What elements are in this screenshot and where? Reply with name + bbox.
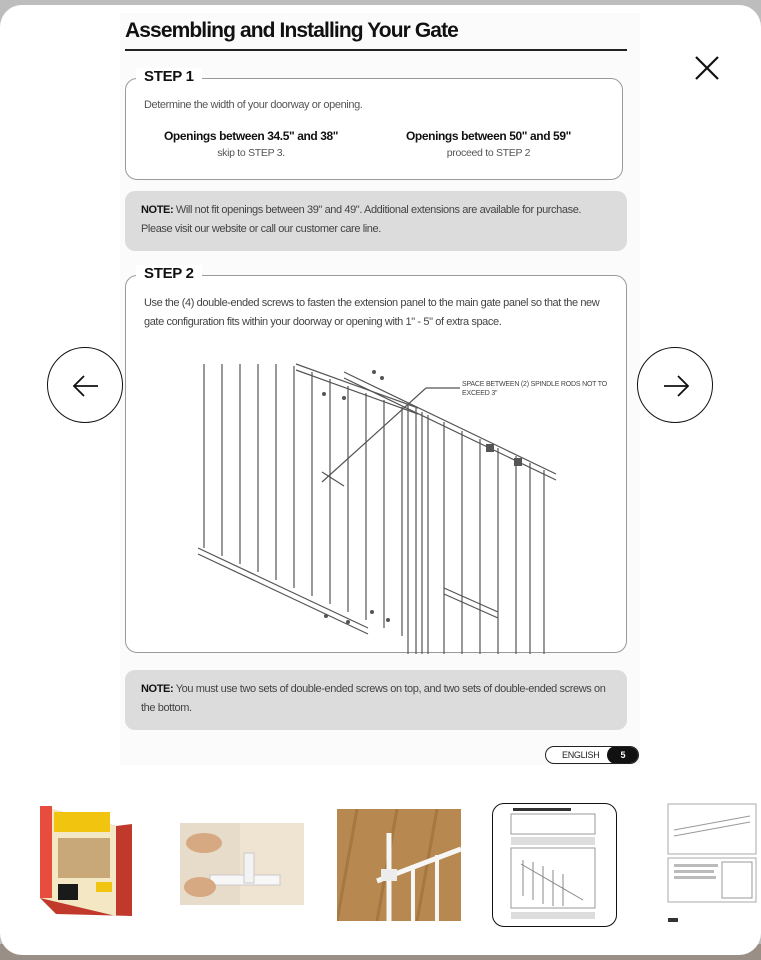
step-1-text: Determine the width of your doorway or opening. [144,99,363,111]
language-badge [545,746,639,764]
step-2-text: Use the (4) double-ended screws to fasten the extension panel to the main gate panel so that the new gate configuration fits within your doorway or opening with 1" - 5" of extra space. [144,297,600,328]
thumbnail-product-box[interactable] [36,798,136,922]
step-2-box [125,265,627,653]
language-label: ENGLISH [562,750,600,760]
thumbnail-instructions-next[interactable] [660,800,761,926]
note-text: Will not fit openings between 39" and 49". Additional extensions are available for purchase. Please visit our website or call our customer care line. [141,204,582,235]
close-button[interactable] [686,47,728,89]
step-2-label: STEP 2 [136,265,202,282]
option-instruction: proceed to STEP 2 [446,147,531,159]
image-viewer-modal [0,5,761,955]
option-small-opening [164,129,338,159]
step-1-label: STEP 1 [136,68,202,85]
option-heading: Openings between 50" and 59" [406,129,571,143]
instructions-next-image [660,800,761,926]
thumbnail-instructions-selected[interactable] [492,803,617,927]
page-number: 5 [607,746,639,764]
thumbnail-gate-on-floor[interactable] [337,809,461,921]
arrow-right-icon [638,348,714,424]
note-text: You must use two sets of double-ended screws on top, and two sets of double-ended screws on the bottom. [141,683,606,714]
thumbnail-hands-installing[interactable] [180,823,304,905]
close-icon [686,47,728,89]
product-box-image [36,798,136,922]
note-label: NOTE: [141,204,174,216]
page-title: Assembling and Installing Your Gate [125,19,458,42]
title-rule [125,49,627,51]
gate-on-floor-image [337,809,461,921]
instructions-page-image [493,804,614,924]
instruction-page-image [120,13,640,765]
diagram-callout: SPACE BETWEEN (2) SPINDLE RODS NOT TO EXCEED 3" [462,381,607,397]
gate-assembly-diagram [126,276,628,654]
step-1-box [125,68,623,180]
option-heading: Openings between 34.5" and 38" [164,129,339,143]
arrow-left-icon [48,348,124,424]
note-box-fit [125,191,627,251]
note-box-screws [125,670,627,730]
option-large-opening [406,129,571,159]
note-label: NOTE: [141,683,174,695]
option-instruction: skip to STEP 3. [217,147,285,159]
previous-image-button[interactable] [47,347,123,423]
hands-installing-image [180,823,304,905]
next-image-button[interactable] [637,347,713,423]
